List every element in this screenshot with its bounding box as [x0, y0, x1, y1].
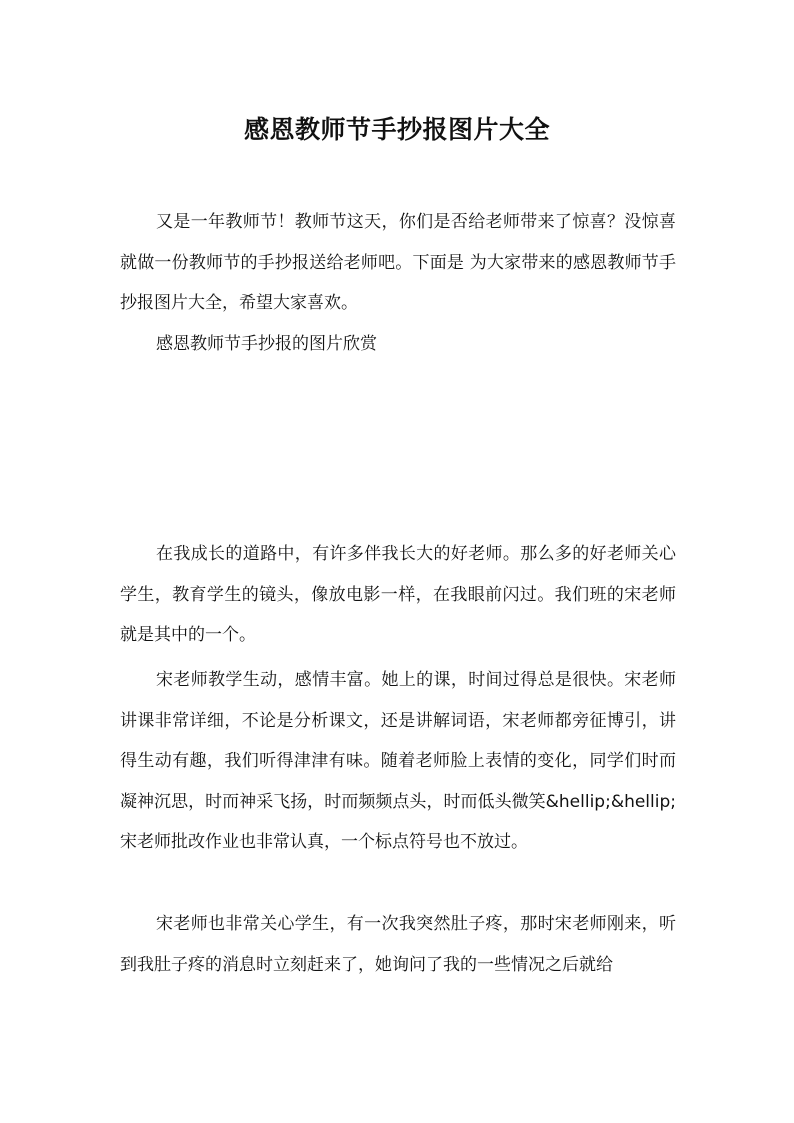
intro-paragraph: 又是一年教师节！教师节这天，你们是否给老师带来了惊喜？没惊喜就做一份教师节的手抄报送给老师吧。下面是 为大家带来的感恩教师节手抄报图片大全，希望大家喜欢。 — [120, 212, 676, 313]
essay-paragraph-1: 在我成长的道路中，有许多伴我长大的好老师。那么多的好老师关心学生，教育学生的镜头，像放电影一样，在我眼前闪过。我们班的宋老师就是其中的一个。 — [120, 544, 676, 645]
document-title: 感恩教师节手抄报图片大全 — [243, 115, 550, 144]
essay-paragraph-2: 宋老师教学生动，感情丰富。她上的课，时间过得总是很快。宋老师讲课非常详细，不论是分析课文，还是讲解词语，宋老师都旁征博引，讲得生动有趣，我们听得津津有味。随着老师脸上表情的变化，同学们时而凝神沉思，时而神采飞扬，时而频频点头，时而低头微笑&hellip;&hellip;宋老师批改作业也非常认真，一个标点符号也不放过。 — [120, 670, 676, 852]
image-section-caption: 感恩教师节手抄报的图片欣赏 — [156, 334, 377, 354]
essay-paragraph-3: 宋老师也非常关心学生，有一次我突然肚子疼，那时宋老师刚来，听到我肚子疼的消息时立刻赶来了，她询问了我的一些情况之后就给 — [120, 914, 676, 975]
